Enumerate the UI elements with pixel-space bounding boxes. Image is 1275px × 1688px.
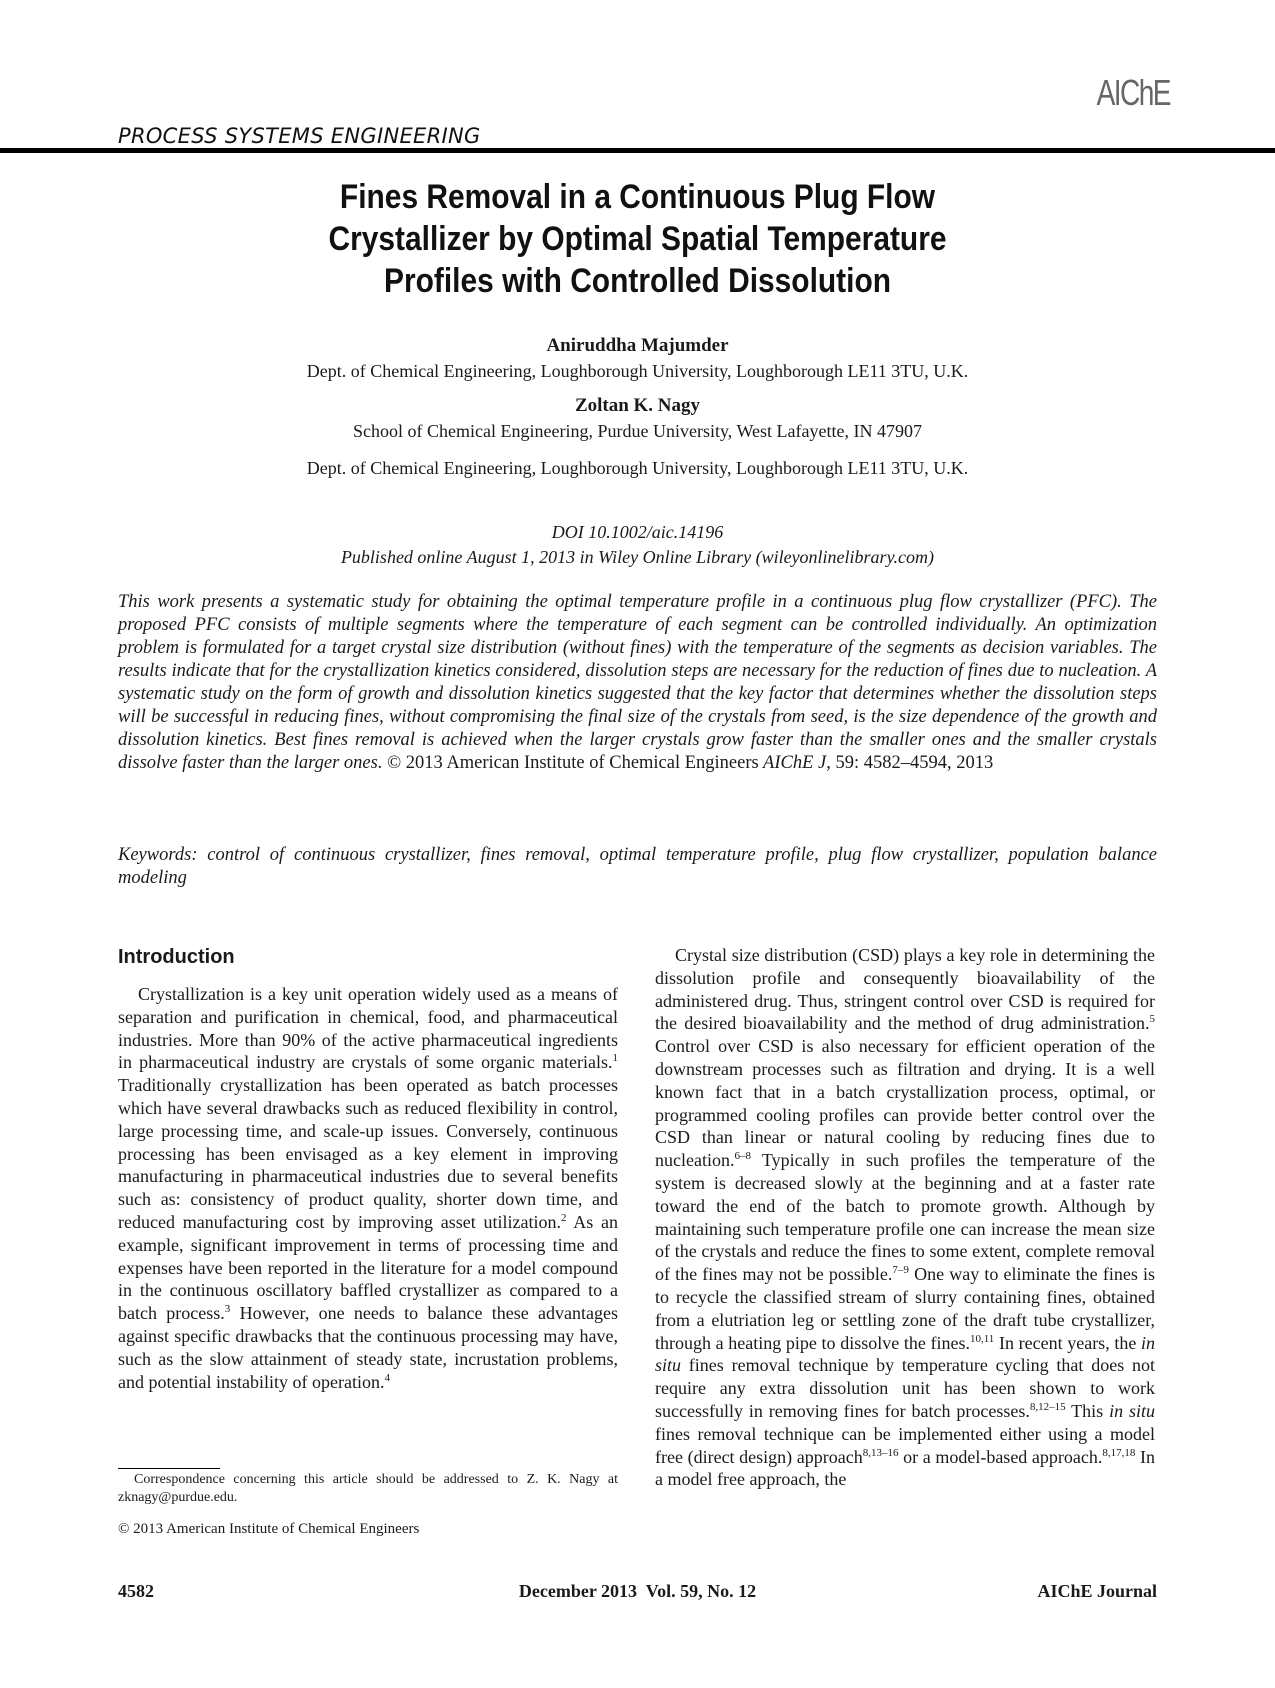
ref-sup: 2 (560, 1211, 567, 1224)
text-run: Crystal size distribution (CSD) plays a key role in determining the dissolution profile and consequently bioavailability of the administered drug. Thus, stringent control over CSD is required for the desired bioavailability and the method of drug administration. (655, 945, 1155, 1034)
footnote-rule (118, 1468, 220, 1469)
text-run: However, one needs to balance these advantages against specific drawbacks that the continuous processing may have, such as the slow attainment of steady state, incrustation problems, and potential instability of operation. (118, 1303, 618, 1392)
title-line: Profiles with Controlled Dissolution (384, 262, 891, 300)
author-name: Aniruddha Majumder (546, 335, 729, 356)
journal-name: AIChE Journal (1037, 1581, 1157, 1601)
author-name: Zoltan K. Nagy (574, 395, 701, 416)
text-run: As an example, significant improvement in terms of processing time and expenses have been reported in the literature for a model compound in the continuous oscillatory baffled crystallizer as compared to a batch process. (118, 1211, 618, 1324)
italic-term: in situ (655, 1332, 1155, 1376)
abstract (118, 591, 1157, 775)
text-run: One way to eliminate the fines is to recycle the classified stream of slurry containing fines, obtained from a elutriation leg or settling zone of the draft tube crystallizer, through a heating pipe to dissolve the fines. (655, 1264, 1155, 1353)
paragraph (655, 944, 1155, 1491)
ref-sup: 10,11 (969, 1332, 995, 1345)
correspondence-footnote: Correspondence concerning this article should be addressed to Z. K. Nagy at zknagy@purdue.edu. (118, 1472, 618, 1505)
page-number: 4582 (118, 1581, 154, 1601)
ref-sup: 4 (384, 1371, 390, 1384)
header-rule (0, 148, 1275, 153)
ref-sup: 7–9 (892, 1264, 909, 1277)
italic-term: in situ (1109, 1400, 1155, 1421)
ref-sup: 1 (612, 1052, 618, 1065)
paragraph (118, 983, 618, 1393)
ref-sup: 5 (1149, 1013, 1155, 1026)
section-heading: Introduction (118, 946, 235, 968)
journal-abbrev: AIChE J (763, 753, 827, 773)
text-run: Control over CSD is also necessary for efficient operation of the downstream processes such as filtration and drying. It is a well known fact that in a batch crystallization process, optimal, or programmed cooling profiles can provide better control over the CSD than linear or natural cooling by reducing fines due to nucleation. (655, 1036, 1155, 1171)
author-affiliation: Dept. of Chemical Engineering, Loughborough University, Loughborough LE11 3TU, U.K. (306, 361, 969, 381)
ref-sup: 6–8 (734, 1150, 751, 1163)
text-run: fines removal technique can be implemented either using a model free (direct design) approach (655, 1423, 1155, 1467)
issue-info: December 2013 Vol. 59, No. 12 (518, 1581, 757, 1601)
text-run: This (1065, 1400, 1110, 1421)
left-column (118, 983, 618, 1393)
article-title (253, 176, 1023, 302)
ref-sup: 3 (224, 1303, 231, 1316)
text-run: or a model-based approach. (898, 1446, 1103, 1467)
keywords: Keywords: control of continuous crystallizer, fines removal, optimal temperature profile, plug flow crystallizer, population balance modeling (118, 845, 1157, 888)
ref-sup: 8,17,18 (1102, 1446, 1136, 1459)
right-column (655, 944, 1155, 1491)
text-run: fines removal technique by temperature cycling that does not require any extra dissolution unit has been shown to work successfully in removing fines for batch processes. (655, 1355, 1155, 1421)
text-run: Crystallization is a key unit operation widely used as a means of separation and purification in chemical, food, and pharmaceutical industries. More than 90% of the active pharmaceutical ingredients in pharmaceutical industry are crystals of some organic materials. (118, 984, 618, 1073)
text-run: In a model free approach, the (655, 1446, 1156, 1490)
citation: , 59: 4582–4594, 2013 (826, 753, 994, 773)
section-label: PROCESS SYSTEMS ENGINEERING (118, 124, 481, 148)
title-line: Fines Removal in a Continuous Plug Flow (339, 178, 936, 216)
ref-sup: 8,13–16 (862, 1446, 899, 1459)
abstract-text: This work presents a systematic study for obtaining the optimal temperature profile in a continuous plug flow crystallizer (PFC). The proposed PFC consists of multiple segments where the temperature of each segment can be controlled individually. An optimization problem is formulated for a target crystal size distribution (without fines) with the temperature of the segments as decision variables. The results indicate that for the crystallization kinetics considered, dissolution steps are necessary for the reduction of fines due to nucleation. A systematic study on the form of growth and dissolution kinetics suggested that the key factor that determines whether the dissolution steps will be successful in reducing fines, without compromising the final size of the crystals from seed, is the size dependence of the growth and dissolution kinetics. Best fines removal is achieved when the larger crystals grow faster than the smaller ones and the smaller crystals dissolve faster than the larger ones. (118, 592, 1157, 773)
abstract-copyright: © 2013 American Institute of Chemical Engineers (387, 753, 759, 773)
ref-sup: 8,12–15 (1029, 1400, 1066, 1413)
doi: DOI 10.1002/aic.14196 (551, 522, 724, 542)
text-run: In recent years, the (994, 1332, 1141, 1353)
copyright-note: © 2013 American Institute of Chemical Engineers (118, 1521, 420, 1537)
text-run: Typically in such profiles the temperature of the system is decreased slowly at the beginning and at a faster rate toward the end of the batch to promote growth. Although by maintaining such temperature profile one can increase the mean size of the crystals and reduce the fines to some extent, complete removal of the fines may not be possible. (655, 1150, 1155, 1285)
aiche-logo: AIChE (1096, 72, 1170, 113)
published-online: Published online August 1, 2013 in Wiley Online Library (wileyonlinelibrary.com) (340, 547, 935, 567)
author-affiliation: Dept. of Chemical Engineering, Loughborough University, Loughborough LE11 3TU, U.K. (306, 458, 969, 478)
author-affiliation: School of Chemical Engineering, Purdue University, West Lafayette, IN 47907 (353, 421, 922, 441)
text-run: Traditionally crystallization has been operated as batch processes which have several drawbacks such as reduced flexibility in control, large processing time, and scale-up issues. Conversely, continuous processing has been envisaged as a key element in improving manufacturing in pharmaceutical industries due to several benefits such as: consistency of product quality, shorter down time, and reduced manufacturing cost by improving asset utilization. (118, 1075, 618, 1232)
title-line: Crystallizer by Optimal Spatial Temperature (328, 220, 947, 258)
